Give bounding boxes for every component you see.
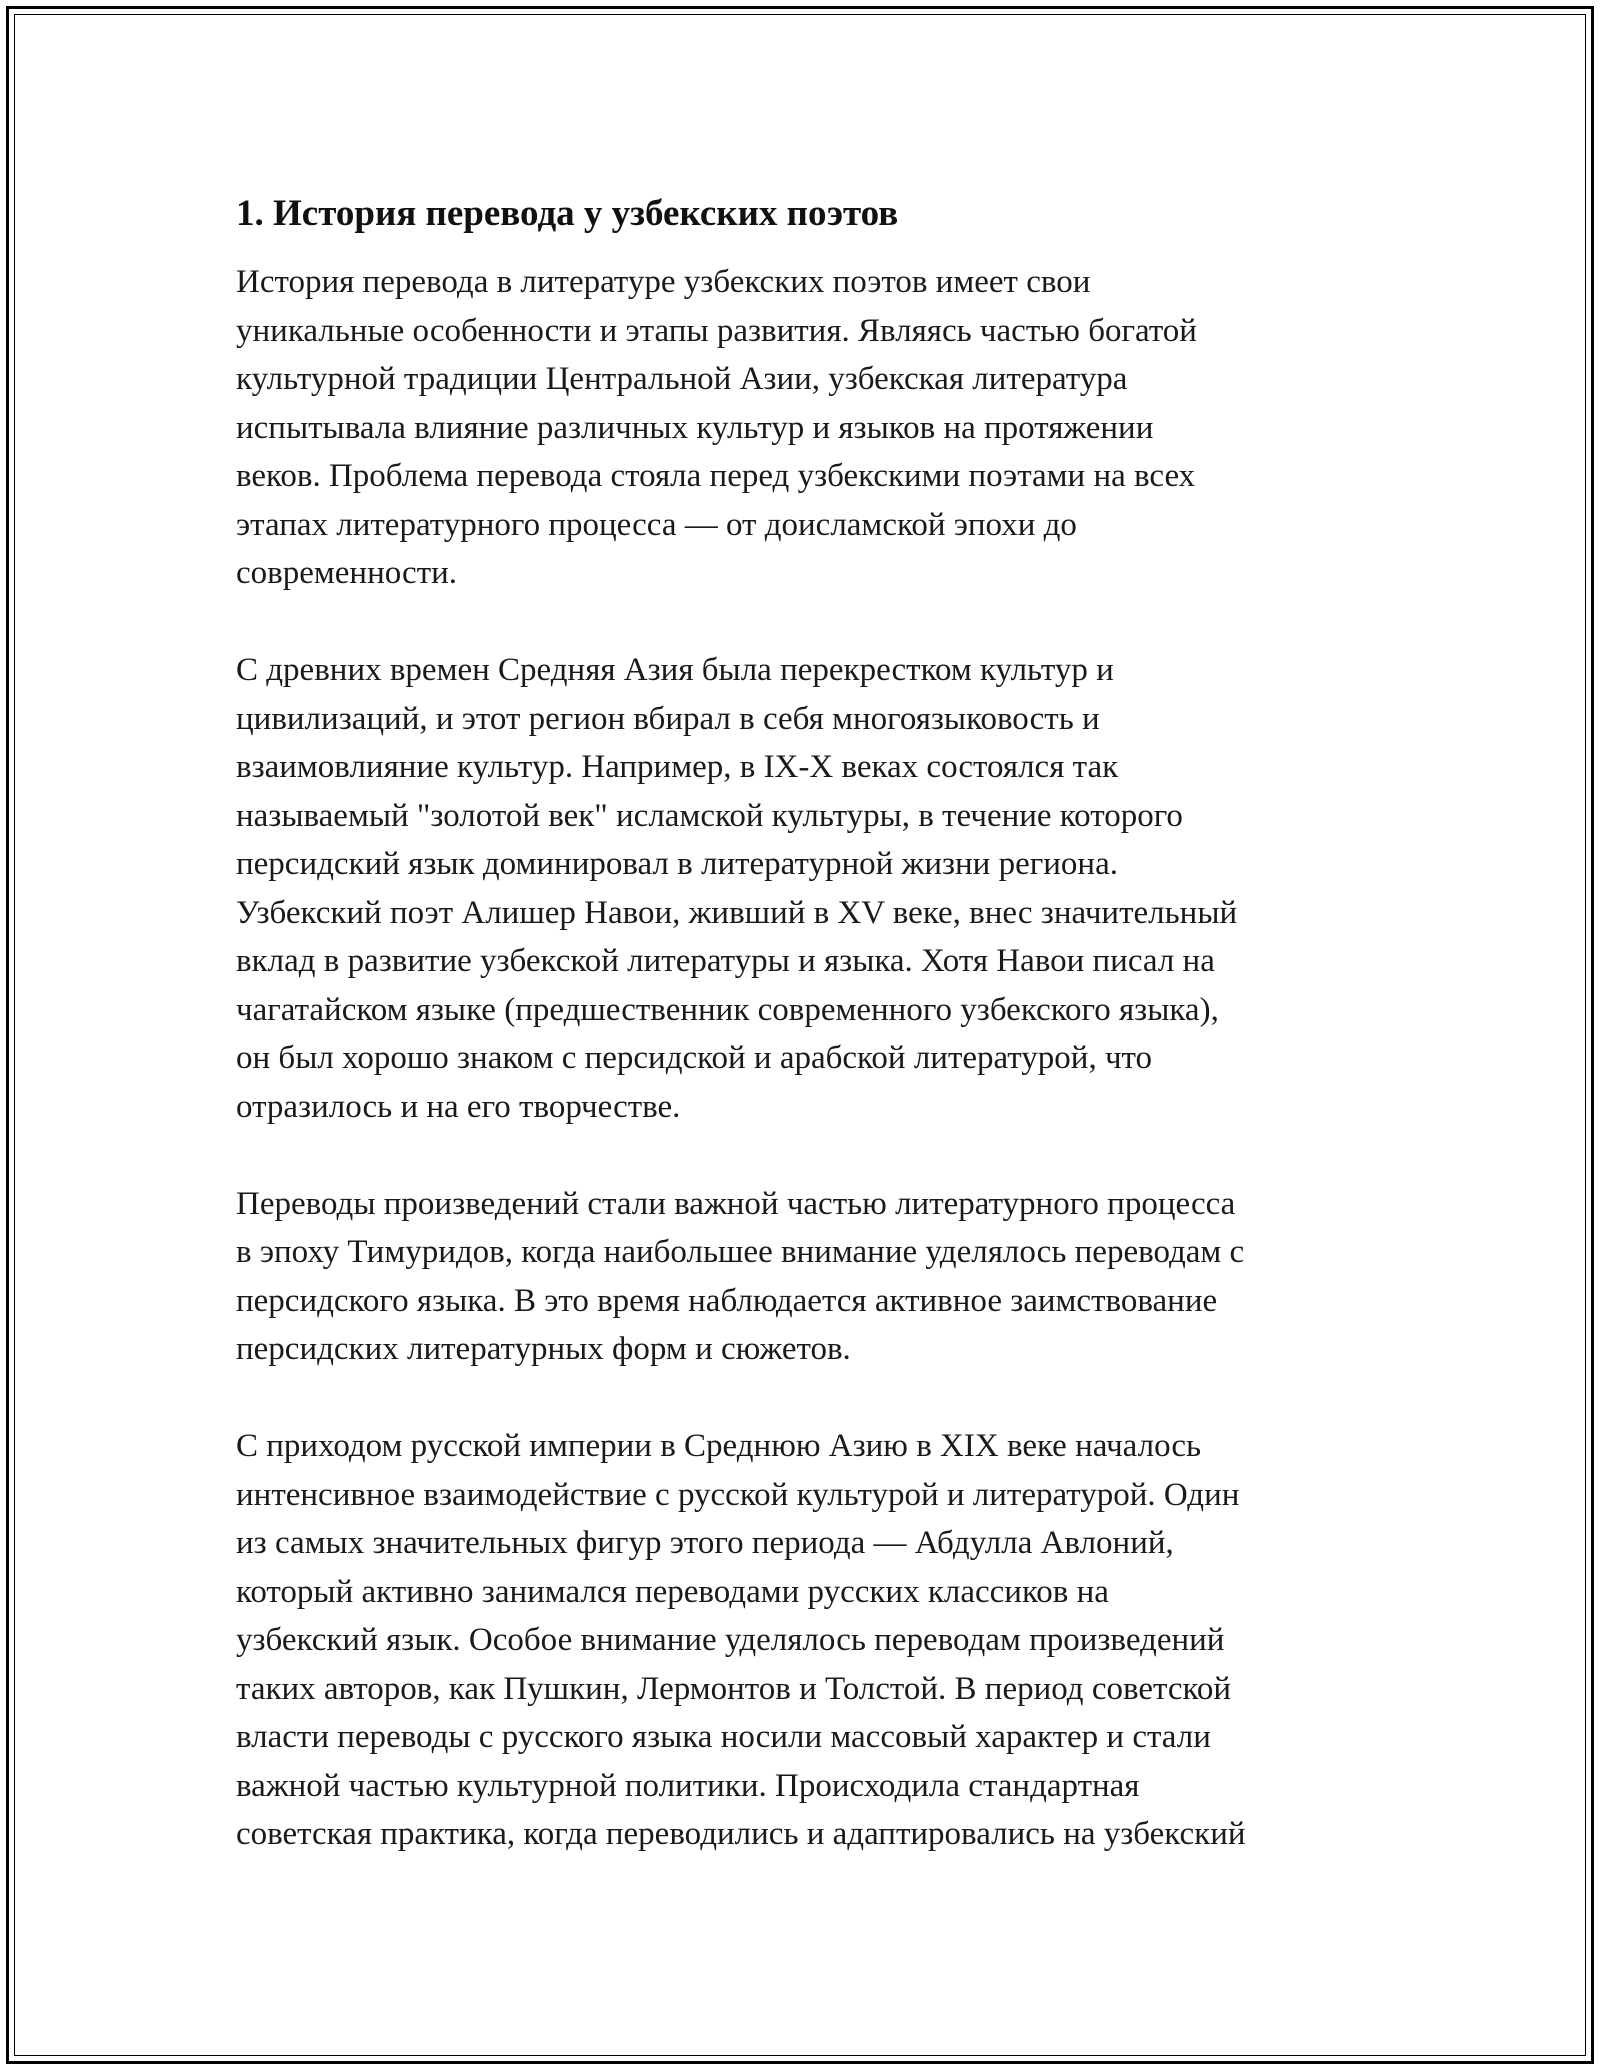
text-line: вклад в развитие узбекской литературы и языка. Хотя Навои писал на: [236, 943, 1215, 979]
text-line: С приходом русской империи в Среднюю Азию в XIX веке началось: [236, 1428, 1202, 1464]
text-line: персидский язык доминировал в литературной жизни региона.: [236, 846, 1118, 882]
text-line: испытывала влияние различных культур и языков на протяжении: [236, 409, 1154, 446]
document-body: [236, 190, 1386, 1859]
text-line: веков. Проблема перевода стояла перед узбекскими поэтами на всех: [236, 458, 1196, 494]
text-line: важной частью культурной политики. Происходила стандартная: [236, 1767, 1140, 1804]
text-line: культурной традиции Центральной Азии, узбекская литература: [236, 361, 1128, 397]
text-line: отразилось и на его творчестве.: [236, 1088, 681, 1125]
text-line: этапах литературного процесса — от доисламской эпохи до: [236, 506, 1077, 543]
text-line: советская практика, когда переводились и адаптировались на узбекский: [236, 1816, 1246, 1852]
text-line: цивилизаций, и этот регион вбирал в себя многоязыковость и: [236, 700, 1100, 737]
paragraph: [236, 1180, 1386, 1374]
text-line: из самых значительных фигур этого периода — Абдулла Авлоний,: [236, 1525, 1174, 1561]
text-line: С древних времен Средняя Азия была перекрестком культур и: [236, 652, 1114, 688]
text-line: интенсивное взаимодействие с русской культурой и литературой. Один: [236, 1476, 1240, 1513]
text-line: в эпоху Тимуридов, когда наибольшее внимание уделялось переводам с: [236, 1234, 1245, 1270]
text-line: персидских литературных форм и сюжетов.: [236, 1331, 851, 1367]
text-line: узбекский язык. Особое внимание уделялось переводам произведений: [236, 1622, 1225, 1658]
paragraph-gap: [236, 1374, 1386, 1423]
paragraph: [236, 1422, 1386, 1859]
text-line: называемый "золотой век" исламской культуры, в течение которого: [236, 797, 1183, 834]
text-line: История перевода в литературе узбекских поэтов имеет свои: [236, 264, 1091, 300]
text-line: уникальные особенности и этапы развития. Являясь частью богатой: [236, 312, 1197, 349]
text-line: чагатайском языке (предшественник современного узбекского языка),: [236, 991, 1219, 1028]
text-line: он был хорошо знаком с персидской и арабской литературой, что: [236, 1040, 1153, 1076]
text-line: власти переводы с русского языка носили массовый характер и стали: [236, 1719, 1211, 1755]
text-line: взаимовлияние культур. Например, в IX-X веках состоялся так: [236, 749, 1119, 785]
paragraph: [236, 258, 1386, 598]
text-line: современности.: [236, 555, 458, 591]
text-line: Переводы произведений стали важной частью литературного процесса: [236, 1185, 1236, 1222]
paragraph: [236, 646, 1386, 1131]
paragraph-gap: [236, 598, 1386, 647]
text-line: Узбекский поэт Алишер Навои, живший в XV веке, внес значительный: [236, 894, 1238, 931]
text-line: который активно занимался переводами русских классиков на: [236, 1573, 1109, 1610]
text-line: таких авторов, как Пушкин, Лермонтов и Толстой. В период советской: [236, 1670, 1232, 1707]
section-heading: 1. История перевода у узбекских поэтов: [236, 193, 899, 234]
text-line: персидского языка. В это время наблюдается активное заимствование: [236, 1282, 1218, 1319]
paragraph-gap: [236, 1131, 1386, 1180]
paragraph-list: [236, 258, 1386, 1859]
